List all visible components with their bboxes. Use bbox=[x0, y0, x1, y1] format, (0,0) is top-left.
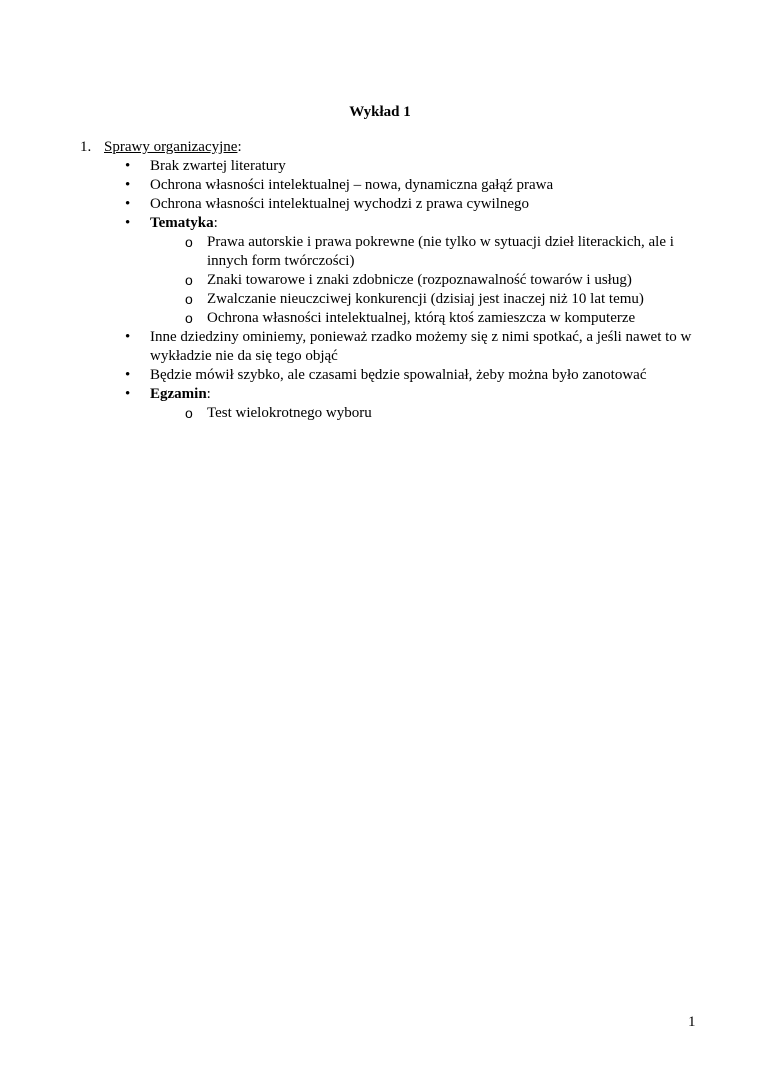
bullet-icon: • bbox=[125, 386, 131, 402]
page-title: Wykład 1 bbox=[349, 104, 411, 120]
list-item-text: Ochrona własności intelektualnej – nowa, dynamiczna gałąź prawa bbox=[150, 177, 554, 193]
list-item bbox=[0, 176, 760, 195]
list-item-egzamin bbox=[0, 385, 760, 404]
list-item-text: Brak zwartej literatury bbox=[150, 158, 286, 174]
list-item bbox=[0, 366, 760, 385]
list-item-text: Będzie mówił szybko, ale czasami będzie spowalniał, żeby można było zanotować bbox=[150, 367, 647, 383]
list-item-tematyka bbox=[0, 214, 760, 233]
sub-list-item bbox=[0, 290, 760, 309]
circle-bullet-icon: o bbox=[185, 272, 193, 288]
list-item bbox=[0, 195, 760, 214]
egzamin-label: Egzamin bbox=[150, 386, 207, 402]
sub-list-item bbox=[0, 309, 760, 328]
sub-list-item-text: Test wielokrotnego wyboru bbox=[207, 405, 372, 421]
section-heading: Sprawy organizacyjne bbox=[104, 139, 238, 155]
sub-list-item-text: Zwalczanie nieuczciwej konkurencji (dzisiaj jest inaczej niż 10 lat temu) bbox=[207, 291, 644, 307]
sub-list-item bbox=[0, 404, 760, 423]
egzamin-colon: : bbox=[206, 386, 211, 402]
list-item-text: Ochrona własności intelektualnej wychodzi z prawa cywilnego bbox=[150, 196, 530, 212]
section-heading-colon: : bbox=[237, 139, 242, 155]
circle-bullet-icon: o bbox=[185, 234, 193, 250]
tematyka-label: Tematyka bbox=[150, 215, 214, 231]
sub-list-item bbox=[0, 271, 760, 290]
sub-list-item-text: Prawa autorskie i prawa pokrewne (nie tylko w sytuacji dzieł literackich, ale i innych form twórczości) bbox=[207, 234, 674, 269]
list-item-text: Inne dziedziny ominiemy, ponieważ rzadko możemy się z nimi spotkać, a jeśli nawet to w wykładzie nie da się tego objąć bbox=[150, 329, 692, 364]
bullet-icon: • bbox=[125, 158, 131, 174]
sub-list-item-text: Ochrona własności intelektualnej, którą ktoś zamieszcza w komputerze bbox=[207, 310, 636, 326]
tematyka-colon: : bbox=[213, 215, 218, 231]
section-1 bbox=[0, 138, 760, 157]
list-item bbox=[0, 157, 760, 176]
page-number: 1 bbox=[688, 1014, 696, 1030]
bullet-icon: • bbox=[125, 367, 131, 383]
circle-bullet-icon: o bbox=[185, 310, 193, 326]
list-item bbox=[0, 328, 760, 366]
bullet-icon: • bbox=[125, 196, 131, 212]
section-number: 1. bbox=[80, 139, 92, 155]
sub-list-item-text: Znaki towarowe i znaki zdobnicze (rozpoznawalność towarów i usług) bbox=[207, 272, 632, 288]
bullet-icon: • bbox=[125, 329, 131, 345]
outline bbox=[0, 138, 760, 423]
circle-bullet-icon: o bbox=[185, 291, 193, 307]
sub-list-item bbox=[0, 233, 760, 271]
bullet-icon: • bbox=[125, 177, 131, 193]
bullet-icon: • bbox=[125, 215, 131, 231]
circle-bullet-icon: o bbox=[185, 405, 193, 421]
